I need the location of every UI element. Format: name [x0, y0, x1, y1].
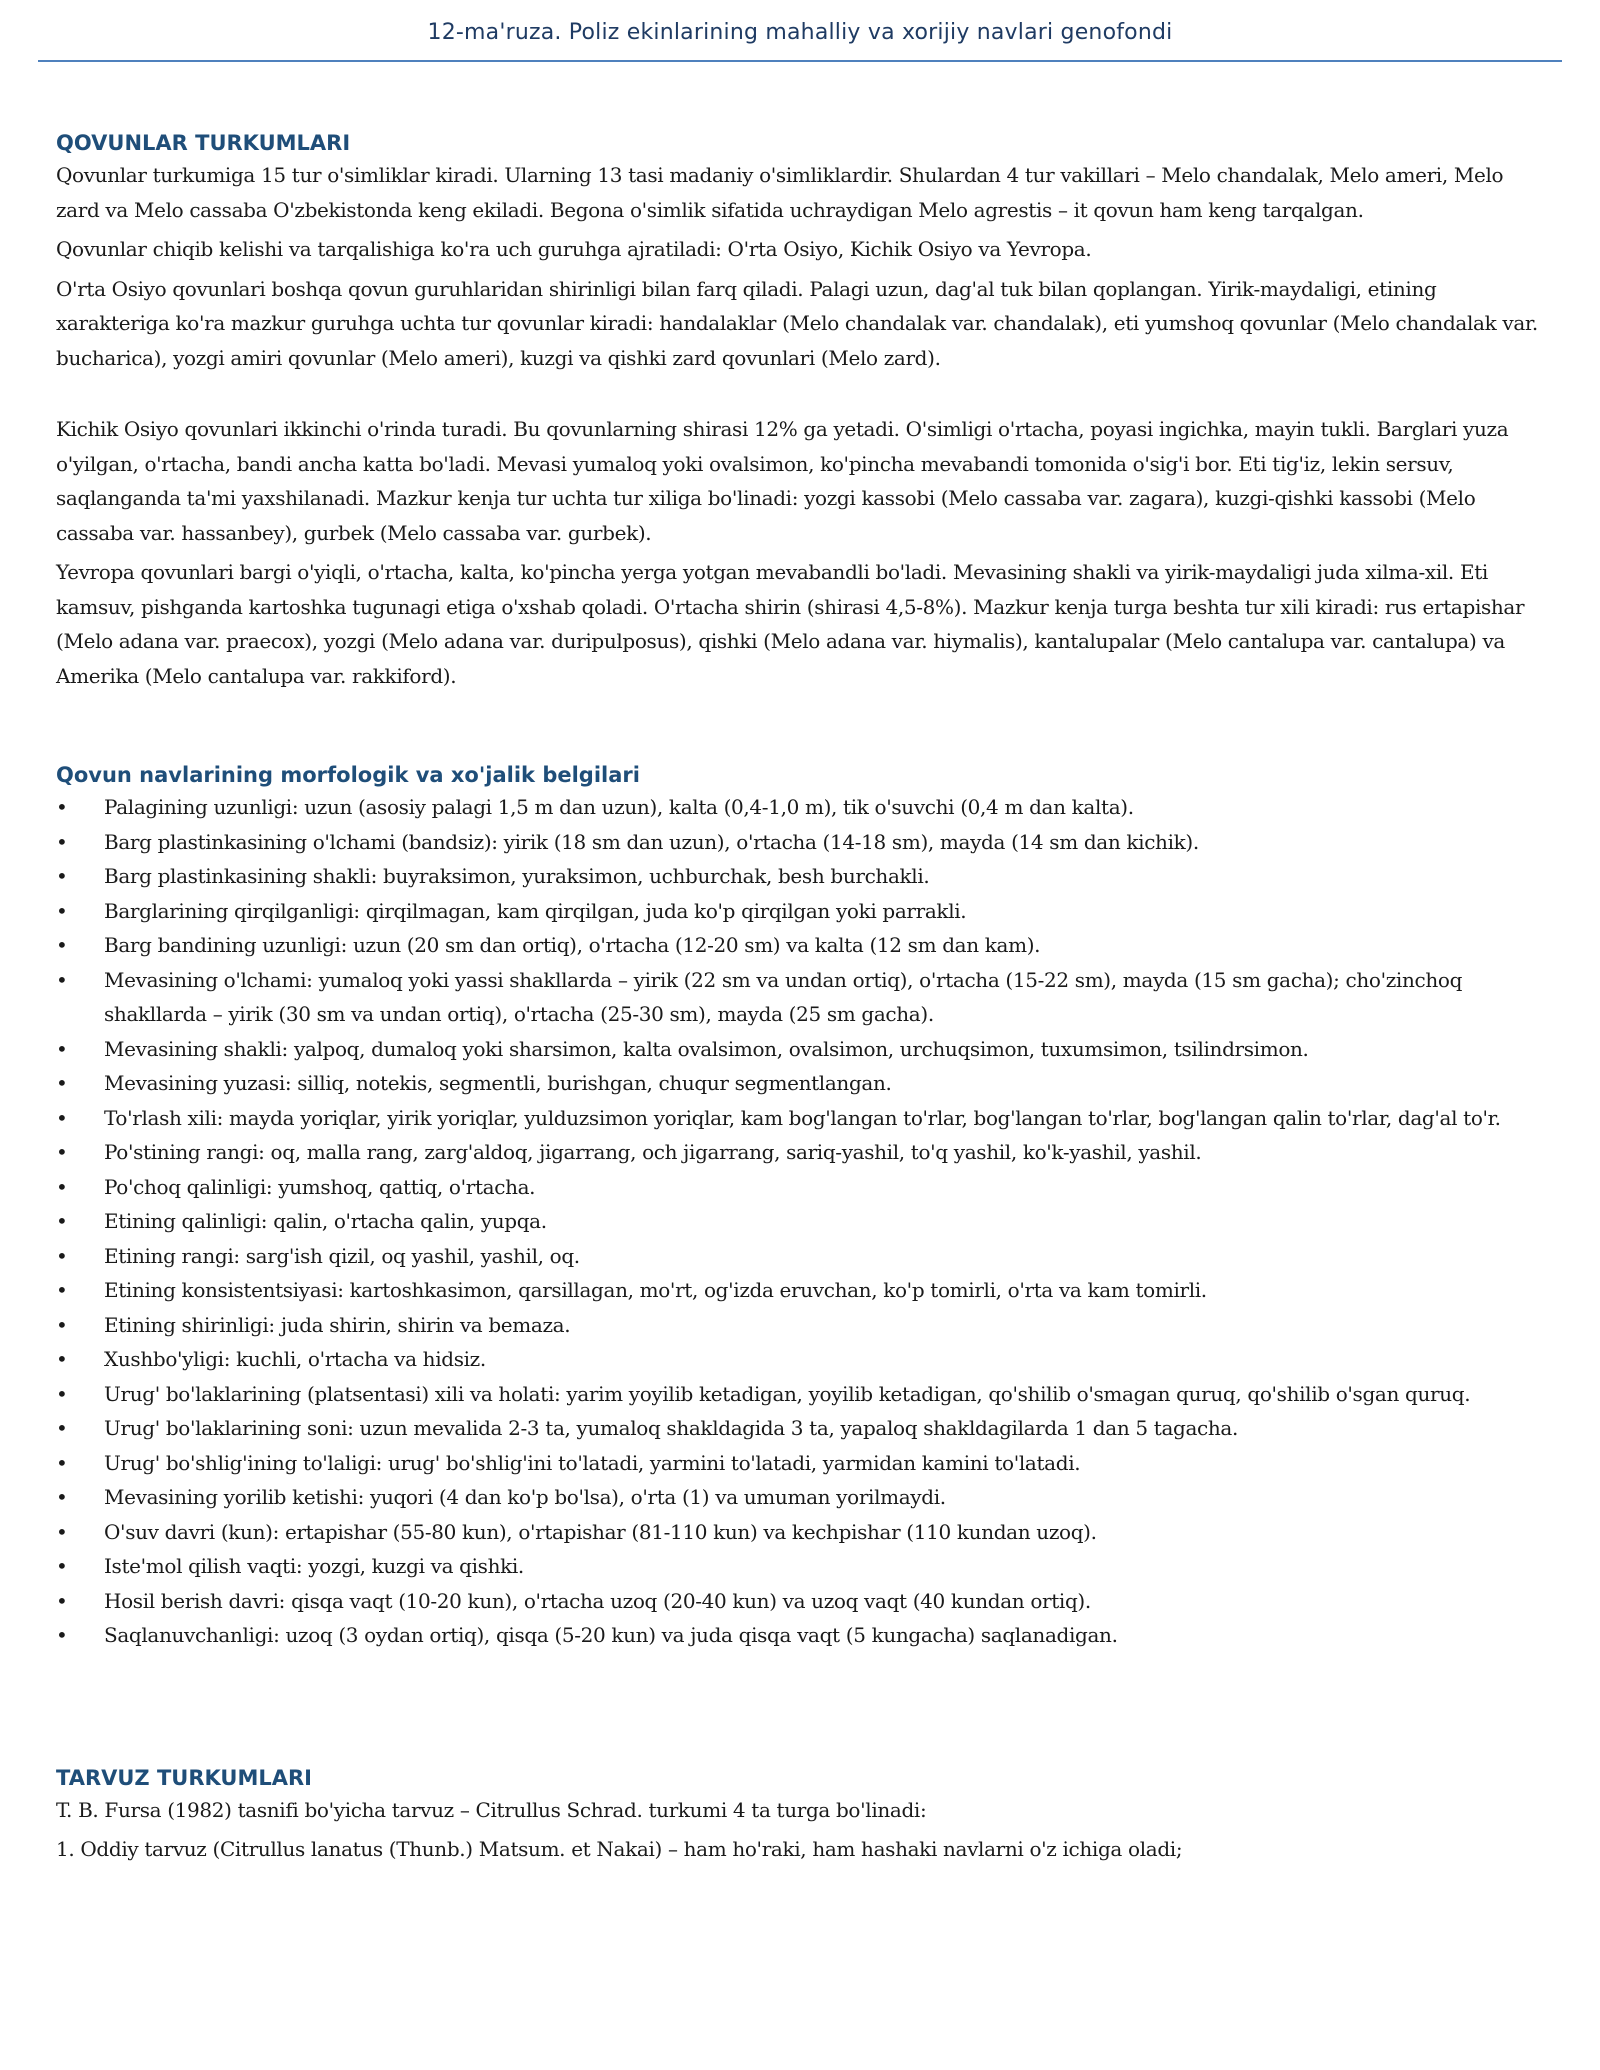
- paragraph: Kichik Osiyo qovunlari ikkinchi o'rinda turadi. Bu qovunlarning shirasi 12% ga yetadi. O'simligi o'rtacha, poyasi ingichka, mayin tukli. Barglari yuza o'yilgan, o'rtacha, bandi ancha katta bo'ladi. Mevasi yumaloq yoki ovalsimon, ko'pincha mevabandi tomonida o'sig'i bor. Eti tig'iz, lekin sersuv, saqlanganda ta'mi yaxshilanadi. Mazkur kenja tur uchta tur xiliga bo'linadi: yozgi kassobi (Melo cassaba var. zagara), kuzgi-qishki kassobi (Melo cassaba var. hassanbey), gurbek (Melo cassaba var. gurbek).: [56, 417, 1509, 545]
- list-item: [56, 1101, 1552, 1136]
- list-item: [56, 1032, 1552, 1067]
- list-item-text: Etining konsistentsiyasi: kartoshkasimon, qarsillagan, mo'rt, og'izda eruvchan, ko'p tomirli, o'rta va kam tomirli.: [104, 1278, 1207, 1302]
- list-item: [56, 1170, 1552, 1205]
- list-item: [56, 1342, 1552, 1377]
- bullet-icon: •: [56, 1071, 68, 1095]
- bullet-icon: •: [56, 864, 68, 888]
- bullet-icon: •: [56, 829, 68, 854]
- paragraph: Qovunlar turkumiga 15 tur o'simliklar kiradi. Ularning 13 tasi madaniy o'simliklardir. Shulardan 4 tur vakillari – Melo chandalak, Melo ameri, Melo zard va Melo cassaba O'zbekistonda keng ekiladi. Begona o'simlik sifatida uchraydigan Melo agrestis – it qovun ham keng tarqalgan.: [56, 163, 1504, 222]
- list-item: [56, 1446, 1552, 1481]
- bullet-icon: •: [56, 1243, 68, 1268]
- list-item: [56, 1135, 1552, 1170]
- list-item-text: Hosil berish davri: qisqa vaqt (10-20 kun), o'rtacha uzoq (20-40 kun) va uzoq vaqt (40 kundan ortiq).: [104, 1588, 1091, 1613]
- list-item: [56, 963, 1552, 1032]
- bullet-icon: •: [56, 967, 68, 992]
- spacer: [56, 380, 1552, 412]
- paragraph: T. B. Fursa (1982) tasnifi bo'yicha tarvuz – Citrullus Schrad. turkumi 4 ta turga bo'linadi:: [56, 1797, 927, 1822]
- section-heading-tarvuz: TARVUZ TURKUMLARI: [56, 1765, 312, 1790]
- list-item: [56, 1515, 1552, 1550]
- list-item-text: Urug' bo'shlig'ining to'laligi: urug' bo'shlig'ini to'latadi, yarmini to'latadi, yarmidan kamini to'latadi.: [104, 1450, 1081, 1475]
- bullet-icon: •: [56, 1485, 68, 1509]
- bullet-icon: •: [56, 1312, 68, 1337]
- bullet-list: [56, 790, 1552, 1653]
- paragraph: Qovunlar chiqib kelishi va tarqalishiga ko'ra uch guruhga ajratiladi: O'rta Osiyo, Kichik Osiyo va Yevropa.: [56, 237, 1092, 261]
- paragraph: Yevropa qovunlari bargi o'yiqli, o'rtacha, kalta, ko'pincha yerga yotgan mevabandli bo'ladi. Mevasining shakli va yirik-maydaligi juda xilma-xil. Eti kamsuv, pishganda kartoshka tugunagi etiga o'xshab qoladi. O'rtacha shirin (shirasi 4,5-8%). Mazkur kenja turga beshta tur xili kiradi: rus ertapishar (Melo adana var. praecox), yozgi (Melo adana var. duripulposus), qishki (Melo adana var. hiymalis), kantalupalar (Melo cantalupa var. cantalupa) va Amerika (Melo cantalupa var. rakkiford).: [56, 560, 1525, 688]
- list-item: [56, 1480, 1552, 1515]
- list-item-text: To'rlash xili: mayda yoriqlar, yirik yoriqlar, yulduzsimon yoriqlar, kam bog'langan to'rlar, bog'langan to'rlar, bog'langan qalin to'rlar, dag'al to'r.: [104, 1105, 1501, 1130]
- bullet-icon: •: [56, 1416, 68, 1440]
- bullet-icon: •: [56, 1450, 68, 1475]
- section-heading-belgilar: Qovun navlarining morfologik va xo'jalik belgilari: [56, 763, 640, 787]
- list-item-text: Barg bandining uzunligi: uzun (20 sm dan ortiq), o'rtacha (12-20 sm) va kalta (12 sm dan kam).: [104, 933, 1041, 957]
- list-item-text: Po'choq qalinligi: yumshoq, qattiq, o'rtacha.: [104, 1174, 536, 1199]
- list-item-text: Etining rangi: sarg'ish qizil, oq yashil, yashil, oq.: [104, 1243, 580, 1268]
- list-item-text: Mevasining shakli: yalpoq, dumaloq yoki sharsimon, kalta ovalsimon, ovalsimon, urchuqsimon, tuxumsimon, tsilindrsimon.: [104, 1036, 1309, 1061]
- list-item-text: Iste'mol qilish vaqti: yozgi, kuzgi va qishki.: [104, 1554, 524, 1578]
- list-item-text: Mevasining o'lchami: yumaloq yoki yassi shakllarda – yirik (22 sm va undan ortiq), o'rtacha (15-22 sm), mayda (15 sm gacha); cho'zinchoq shakllarda – yirik (30 sm va undan ortiq), o'rtacha (25-30 sm), mayda (25 sm gacha).: [104, 967, 1463, 1026]
- list-item-text: Barglarining qirqilganligi: qirqilmagan, kam qirqilgan, juda ko'p qirqilgan yoki parrakli.: [104, 898, 967, 923]
- list-item: [56, 1204, 1552, 1239]
- spacer: [56, 698, 1552, 760]
- list-item-text: O'suv davri (kun): ertapishar (55-80 kun), o'rtapishar (81-110 kun) va kechpishar (110 kundan uzoq).: [104, 1519, 1097, 1544]
- list-item-text: Saqlanuvchanligi: uzoq (3 oydan ortiq), qisqa (5-20 kun) va juda qisqa vaqt (5 kungacha) saqlanadigan.: [104, 1623, 1118, 1647]
- list-item-text: Etining shirinligi: juda shirin, shirin va bemaza.: [104, 1312, 571, 1337]
- list-item: [56, 894, 1552, 929]
- bullet-icon: •: [56, 1347, 68, 1371]
- bullet-icon: •: [56, 1278, 68, 1302]
- list-item: [56, 1066, 1552, 1101]
- list-item: [56, 790, 1552, 825]
- bullet-icon: •: [56, 1623, 68, 1647]
- page-header: [38, 0, 1562, 62]
- list-item-text: Palagining uzunligi: uzun (asosiy palagi 1,5 m dan uzun), kalta (0,4-1,0 m), tik o'suvchi (0,4 m dan kalta).: [104, 795, 1134, 819]
- list-item: [56, 1308, 1552, 1343]
- list-item: [56, 1411, 1552, 1446]
- list-item-text: Etining qalinligi: qalin, o'rtacha qalin, yupqa.: [104, 1209, 547, 1233]
- bullet-icon: •: [56, 1174, 68, 1199]
- list-item-text: Xushbo'yligi: kuchli, o'rtacha va hidsiz.: [104, 1347, 486, 1371]
- bullet-icon: •: [56, 1036, 68, 1061]
- paragraph: 1. Oddiy tarvuz (Citrullus lanatus (Thunb.) Matsum. et Nakai) – ham ho'raki, ham hashaki navlarni o'z ichiga oladi;: [56, 1837, 1183, 1861]
- bullet-icon: •: [56, 795, 68, 819]
- bullet-icon: •: [56, 1588, 68, 1613]
- bullet-icon: •: [56, 1105, 68, 1130]
- list-item-text: Mevasining yuzasi: silliq, notekis, segmentli, burishgan, chuqur segmentlangan.: [104, 1071, 892, 1095]
- bullet-icon: •: [56, 1519, 68, 1544]
- list-item: [56, 1273, 1552, 1308]
- document-body: [56, 128, 1552, 1872]
- list-item: [56, 859, 1552, 894]
- page-header-title: 12-ma'ruza. Poliz ekinlarining mahalliy va xorijiy navlari genofondi: [427, 20, 1173, 45]
- list-item: [56, 1618, 1552, 1653]
- list-item-text: Mevasining yorilib ketishi: yuqori (4 dan ko'p bo'lsa), o'rta (1) va umuman yorilmaydi.: [104, 1485, 946, 1509]
- bullet-icon: •: [56, 1554, 68, 1578]
- list-item: [56, 928, 1552, 963]
- list-item-text: Barg plastinkasining shakli: buyraksimon, yuraksimon, uchburchak, besh burchakli.: [104, 864, 930, 888]
- list-item-text: Urug' bo'laklarining soni: uzun mevalida 2-3 ta, yumaloq shakldagida 3 ta, yapaloq shakldagilarda 1 dan 5 tagacha.: [104, 1416, 1239, 1440]
- bullet-icon: •: [56, 1209, 68, 1233]
- spacer: [56, 1653, 1552, 1763]
- list-item-text: Urug' bo'laklarining (platsentasi) xili va holati: yarim yoyilib ketadigan, yoyilib ketadigan, qo'shilib o'smagan quruq, qo'shilib o'sgan quruq.: [104, 1381, 1471, 1406]
- bullet-icon: •: [56, 933, 68, 957]
- bullet-icon: •: [56, 1381, 68, 1406]
- list-item-text: Barg plastinkasining o'lchami (bandsiz): yirik (18 sm dan uzun), o'rtacha (14-18 sm), mayda (14 sm dan kichik).: [104, 829, 1199, 854]
- list-item: [56, 825, 1552, 860]
- section-heading-qovunlar: QOVUNLAR TURKUMLARI: [56, 131, 351, 155]
- list-item: [56, 1549, 1552, 1584]
- list-item: [56, 1377, 1552, 1412]
- paragraph: O'rta Osiyo qovunlari boshqa qovun guruhlaridan shirinligi bilan farq qiladi. Palagi uzun, dag'al tuk bilan qoplangan. Yirik-maydaligi, etining xarakteriga ko'ra mazkur guruhga uchta tur qovunlar kiradi: handalaklar (Melo chandalak var. chandalak), eti yumshoq qovunlar (Melo chandalak var. bucharica), yozgi amiri qovunlar (Melo ameri), kuzgi va qishki zard qovunlari (Melo zard).: [56, 276, 1538, 370]
- list-item-text: Po'stining rangi: oq, malla rang, zarg'aldoq, jigarrang, och jigarrang, sariq-yashil, to'q yashil, ko'k-yashil, yashil.: [104, 1140, 1202, 1164]
- list-item: [56, 1239, 1552, 1274]
- list-item: [56, 1584, 1552, 1619]
- bullet-icon: •: [56, 1140, 68, 1164]
- bullet-icon: •: [56, 898, 68, 923]
